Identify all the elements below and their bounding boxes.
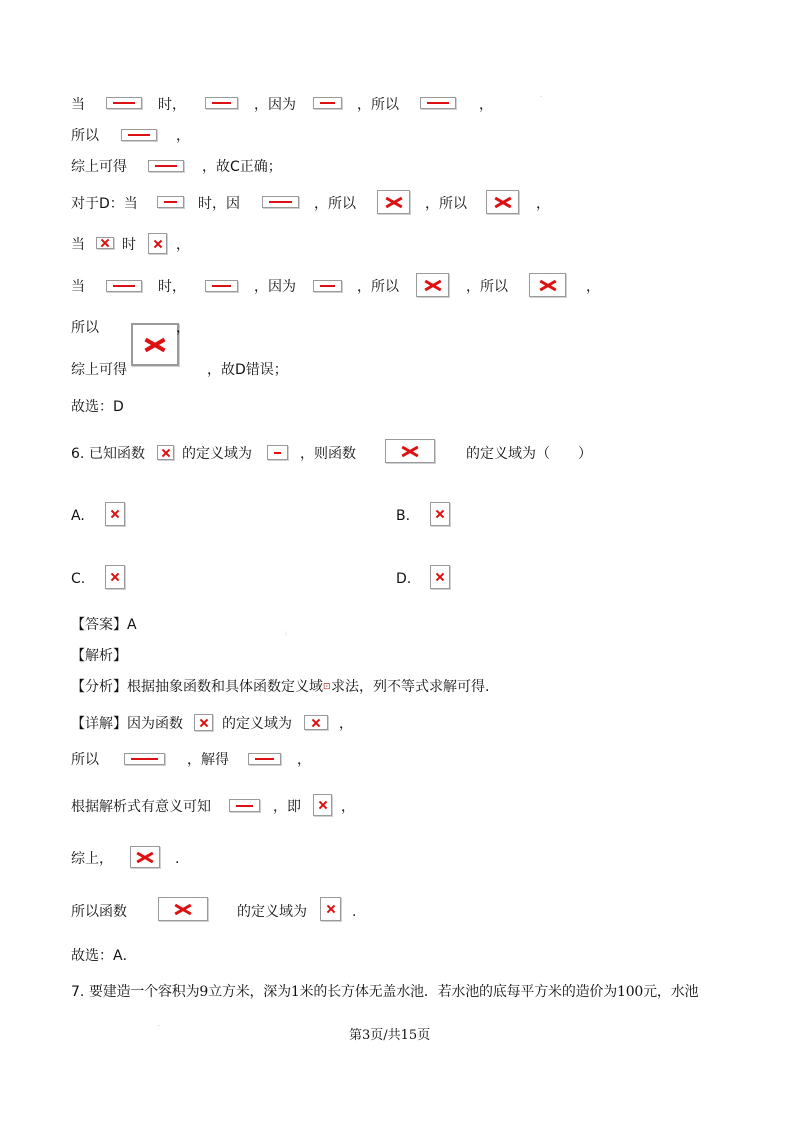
formula-image (130, 846, 160, 868)
formula-image (148, 160, 184, 172)
detail-text: ，即 (273, 799, 301, 815)
formula-image (229, 799, 260, 812)
question-text: 已知函数 (89, 446, 145, 462)
missing-glyph: ⊡ (323, 682, 331, 692)
option-label: D. (396, 571, 412, 587)
text-segment: 时，因 (198, 196, 240, 212)
option-a-image (105, 502, 125, 526)
detail-text: . (175, 851, 180, 867)
text-segment: ，因为 (254, 97, 296, 113)
detail-text: 故选：A． (71, 948, 137, 964)
page-footer: 第3页/共15页 (349, 1028, 431, 1043)
analysis-label: 【分析】 (71, 679, 127, 695)
detail-text: 因为函数 (127, 716, 183, 732)
formula-image (420, 97, 456, 109)
option-b-image (430, 502, 450, 526)
formula-image (106, 280, 142, 292)
text-segment: ，所以 (357, 97, 399, 113)
formula-image (158, 897, 208, 921)
text-segment: ，所以 (425, 196, 467, 212)
detail-text: 所以 (71, 752, 99, 768)
text-segment: ，故C正确； (202, 159, 282, 175)
text-segment: ，所以 (314, 196, 356, 212)
option-label: A. (71, 508, 85, 524)
detail-text: 所以函数 (71, 904, 127, 920)
formula-image (313, 97, 342, 109)
text-segment: ， (536, 196, 550, 212)
detail-text: 的定义域为 (237, 904, 307, 920)
speck: · (158, 1023, 160, 1030)
formula-image (313, 280, 342, 292)
text-segment: 当 (71, 279, 85, 295)
detail-label: 【详解】 (71, 716, 127, 732)
text-segment: ， (176, 237, 190, 253)
formula-image (248, 753, 281, 765)
text-segment: 当 (71, 97, 85, 113)
text-segment: ，因为 (254, 279, 296, 295)
formula-image (304, 715, 328, 730)
speck: · (540, 94, 542, 101)
text-segment: ， (176, 128, 190, 144)
text-segment: 时， (158, 97, 186, 113)
answer-label: 【答案】 (71, 617, 127, 633)
text-segment: 所以 (71, 128, 99, 144)
formula-image (157, 196, 184, 208)
detail-text: . (352, 904, 357, 920)
text-segment: ， (479, 97, 493, 113)
text-segment: ， (176, 320, 190, 336)
option-c-image (105, 565, 125, 589)
detail-text: ， (339, 716, 353, 732)
formula-image (205, 97, 238, 109)
question-text: 的定义域为（ ） (466, 446, 592, 462)
formula-image (124, 753, 165, 765)
option-label: C. (71, 571, 86, 587)
text-segment: 时， (158, 279, 186, 295)
question-number: 6. (71, 446, 85, 462)
formula-image (267, 445, 288, 460)
text-segment: ， (586, 279, 600, 295)
formula-image (262, 196, 299, 208)
formula-image (96, 237, 114, 249)
text-segment: 故选：D (71, 399, 124, 415)
detail-text: ， (341, 799, 355, 815)
detail-text: ， (297, 752, 311, 768)
text-segment: 当 (71, 237, 85, 253)
formula-image (121, 129, 157, 141)
question-text: ，则函数 (300, 446, 356, 462)
formula-image (194, 714, 213, 731)
formula-image (205, 280, 238, 292)
text-segment: ，所以 (357, 279, 399, 295)
option-d-image (430, 565, 450, 589)
formula-image (106, 97, 142, 109)
text-segment: 所以 (71, 320, 99, 336)
text-segment: 综上可得 (71, 159, 127, 175)
formula-image (377, 190, 410, 214)
formula-image (157, 445, 174, 460)
text-segment: ，所以 (466, 279, 508, 295)
formula-image (313, 794, 332, 816)
answer-value: A (127, 617, 137, 633)
speck: : (285, 630, 288, 637)
detail-text: ，解得 (187, 752, 229, 768)
detail-text: 的定义域为 (222, 716, 292, 732)
detail-text: 综上， (71, 851, 113, 867)
analysis-text: 根据抽象函数和具体函数定义域 (127, 679, 323, 695)
formula-image (529, 273, 566, 297)
formula-image (416, 273, 449, 297)
formula-image (320, 897, 341, 921)
question-text: 的定义域为 (182, 446, 252, 462)
text-segment: ，故D错误； (207, 362, 288, 378)
question-text: 要建造一个容积为9立方米，深为1米的长方体无盖水池．若水池的底每平方米的造价为100元，水池 (89, 984, 699, 1000)
analysis-heading: 【解析】 (71, 648, 127, 664)
detail-text: 根据解析式有意义可知 (71, 799, 211, 815)
analysis-text: 求法，列不等式求解可得. (331, 679, 490, 695)
formula-image (486, 190, 519, 214)
text-segment: 时 (122, 237, 136, 253)
text-segment: 综上可得 (71, 362, 127, 378)
question-number: 7. (71, 984, 85, 1000)
formula-image (131, 323, 179, 366)
formula-image (148, 233, 167, 254)
text-segment: 对于D：当 (71, 196, 138, 212)
formula-image (385, 439, 435, 463)
option-label: B. (396, 508, 411, 524)
